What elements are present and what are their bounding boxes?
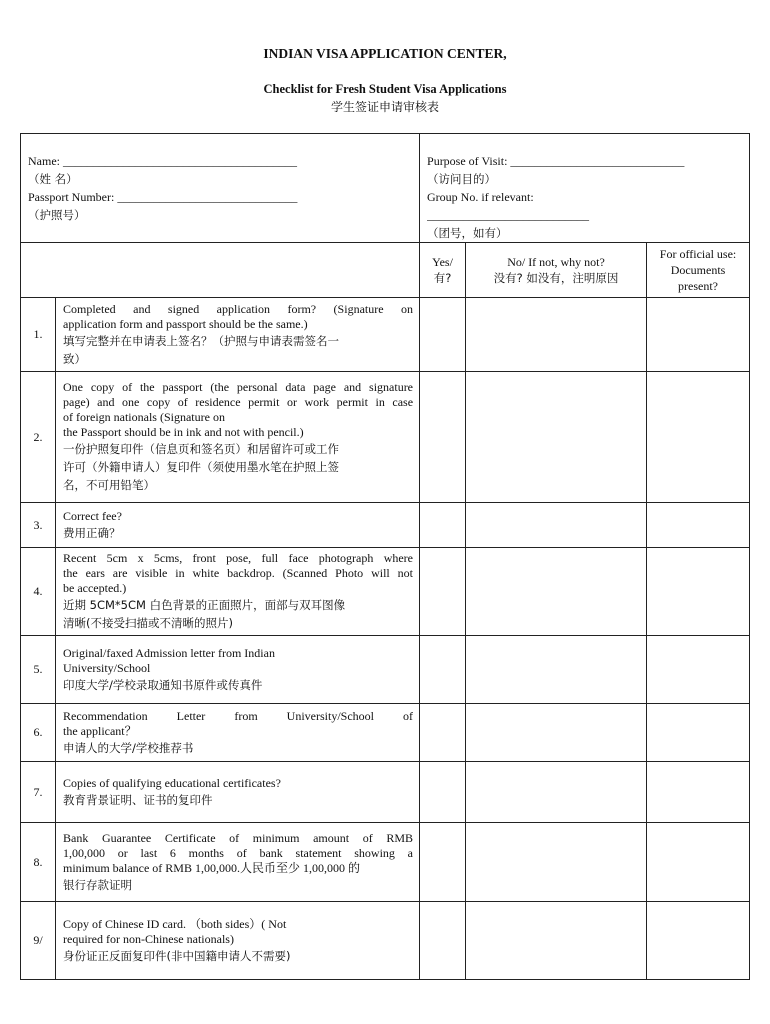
no-reason-cell[interactable] — [466, 372, 647, 503]
yes-checkbox-cell[interactable] — [420, 762, 466, 823]
group-number-label-chinese: （团号，如有） — [427, 226, 508, 240]
no-reason-cell[interactable] — [466, 902, 647, 980]
applicant-details-cell — [21, 134, 420, 243]
item-description — [56, 704, 420, 762]
checklist-row — [21, 372, 750, 503]
item-text-english: 1,00,000 or last 6 months of bank statement showing a — [63, 845, 414, 860]
item-text-english: Bank Guarantee Certificate of minimum amount of RMB — [63, 830, 414, 845]
item-text-english: Copy of Chinese ID card. （both sides）( Not — [63, 916, 287, 931]
item-number: 3. — [21, 503, 56, 548]
item-text-english: application form and passport should be the same.) — [63, 316, 308, 331]
purpose-label-chinese: （访问目的） — [427, 172, 497, 186]
official-use-cell[interactable] — [647, 762, 750, 823]
item-text-english: Copies of qualifying educational certificates? — [63, 775, 281, 790]
checklist-row — [21, 503, 750, 548]
item-text-chinese: 申请人的大学/学校推荐书 — [63, 740, 194, 755]
item-text-english: page) and one copy of residence permit or work permit in case — [63, 395, 414, 409]
item-number: 9/ — [21, 902, 56, 980]
item-text-english: minimum balance of RMB 1,00,000.人民币至少 1,00,000 的 — [63, 860, 360, 875]
no-header-label-chinese: 没有? 如没有，注明原因 — [493, 270, 619, 285]
yes-checkbox-cell[interactable] — [420, 902, 466, 980]
item-number: 6. — [21, 704, 56, 762]
name-field[interactable]: Name: _______________________________________ — [28, 154, 297, 168]
item-text-chinese: 近期 5CM*5CM 白色背景的正面照片，面部与双耳图像 — [63, 598, 346, 612]
checklist-row — [21, 704, 750, 762]
item-text-chinese: 名，不可用铅笔） — [63, 478, 155, 492]
yes-header-label: Yes/ — [432, 254, 453, 269]
item-text-chinese: 致） — [63, 351, 86, 366]
official-use-cell[interactable] — [647, 636, 750, 704]
item-description — [56, 636, 420, 704]
group-number-label: Group No. if relevant: — [427, 190, 534, 204]
yes-header-label-chinese: 有? — [433, 270, 452, 285]
passport-label-chinese: （护照号） — [28, 208, 86, 222]
official-use-cell[interactable] — [647, 298, 750, 372]
checklist-row — [21, 636, 750, 704]
no-reason-cell[interactable] — [466, 704, 647, 762]
group-number-field[interactable]: ___________________________ — [427, 208, 590, 222]
item-number: 1. — [21, 298, 56, 372]
yes-checkbox-cell[interactable] — [420, 298, 466, 372]
item-text-chinese: 费用正确？ — [63, 525, 121, 540]
item-number: 4. — [21, 548, 56, 636]
item-text-english: be accepted.) — [63, 581, 127, 595]
yes-checkbox-cell[interactable] — [420, 372, 466, 503]
official-use-column-header — [647, 243, 750, 298]
official-use-cell[interactable] — [647, 823, 750, 902]
official-use-cell[interactable] — [647, 503, 750, 548]
item-text-english: Correct fee? — [63, 508, 122, 523]
item-text-english: of foreign nationals (Signature on — [63, 410, 225, 424]
item-text-english: required for non-Chinese nationals) — [63, 931, 234, 946]
official-use-cell[interactable] — [647, 548, 750, 636]
item-description — [56, 902, 420, 980]
document-subtitle: Checklist for Fresh Student Visa Applications — [263, 82, 507, 96]
yes-checkbox-cell[interactable] — [420, 823, 466, 902]
purpose-of-visit-field[interactable]: Purpose of Visit: _____________________________ — [427, 154, 685, 168]
item-description — [56, 372, 420, 503]
item-text-english: the ears are visible in white backdrop. (Scanned Photo will not — [63, 566, 414, 580]
visit-details-cell — [420, 134, 750, 243]
item-number: 7. — [21, 762, 56, 823]
checklist-row — [21, 298, 750, 372]
no-reason-cell[interactable] — [466, 636, 647, 704]
item-text-chinese: 一份护照复印件（信息页和签名页）和居留许可或工作 — [63, 442, 339, 456]
item-description — [56, 762, 420, 823]
column-header-row — [21, 243, 750, 298]
yes-checkbox-cell[interactable] — [420, 704, 466, 762]
item-text-chinese: 银行存款证明 — [63, 877, 132, 892]
no-header-label: No/ If not, why not? — [507, 254, 605, 269]
item-text-chinese: 许可（外籍申请人）复印件（须使用墨水笔在护照上签 — [63, 460, 339, 474]
item-text-chinese: 清晰(不接受扫描或不清晰的照片) — [63, 616, 233, 630]
document-subtitle-chinese: 学生签证申请审核表 — [330, 100, 439, 114]
checklist-row — [21, 823, 750, 902]
no-column-header — [466, 243, 647, 298]
item-description — [56, 298, 420, 372]
item-text-chinese: 教育背景证明、证书的复印件 — [63, 792, 213, 807]
item-text-english: University/School — [63, 660, 151, 675]
item-text-english: Recommendation Letter from University/School of — [63, 708, 414, 723]
present-label: present? — [678, 279, 718, 293]
no-reason-cell[interactable] — [466, 298, 647, 372]
checklist-row — [21, 902, 750, 980]
item-description — [56, 503, 420, 548]
yes-checkbox-cell[interactable] — [420, 503, 466, 548]
official-use-cell[interactable] — [647, 902, 750, 980]
item-text-chinese: 身份证正反面复印件(非中国籍申请人不需要) — [63, 948, 291, 963]
official-use-label: For official use: — [659, 247, 737, 261]
no-reason-cell[interactable] — [466, 548, 647, 636]
no-reason-cell[interactable] — [466, 823, 647, 902]
no-reason-cell[interactable] — [466, 762, 647, 823]
item-description — [56, 823, 420, 902]
document-title: INDIAN VISA APPLICATION CENTER, — [263, 46, 507, 61]
yes-column-header — [420, 243, 466, 298]
documents-label: Documents — [670, 263, 726, 277]
no-reason-cell[interactable] — [466, 503, 647, 548]
item-description — [56, 548, 420, 636]
item-text-english: One copy of the passport (the personal data page and signature — [63, 380, 414, 394]
checklist-table — [20, 133, 750, 980]
item-text-chinese: 填写完整并在申请表上签名？（护照与申请表需签名一 — [63, 333, 339, 348]
item-text-chinese: 印度大学/学校录取通知书原件或传真件 — [63, 677, 263, 692]
official-use-cell[interactable] — [647, 704, 750, 762]
column-header-blank — [21, 243, 420, 298]
item-text-english: Original/faxed Admission letter from Indian — [63, 645, 275, 660]
item-text-english: the applicant？ — [63, 723, 137, 738]
item-text-english: Completed and signed application form? (Signature on — [63, 301, 414, 316]
applicant-info-row — [21, 134, 750, 243]
checklist-row — [21, 762, 750, 823]
item-text-english: Recent 5cm x 5cms, front pose, full face photograph where — [63, 551, 414, 565]
name-label-chinese: （姓 名） — [28, 172, 78, 186]
checklist-row — [21, 548, 750, 636]
yes-checkbox-cell[interactable] — [420, 548, 466, 636]
yes-checkbox-cell[interactable] — [420, 636, 466, 704]
item-text-english: the Passport should be in ink and not with pencil.) — [63, 425, 304, 439]
official-use-cell[interactable] — [647, 372, 750, 503]
item-number: 2. — [21, 372, 56, 503]
item-number: 5. — [21, 636, 56, 704]
item-number: 8. — [21, 823, 56, 902]
passport-number-field[interactable]: Passport Number: ______________________________ — [28, 190, 298, 204]
